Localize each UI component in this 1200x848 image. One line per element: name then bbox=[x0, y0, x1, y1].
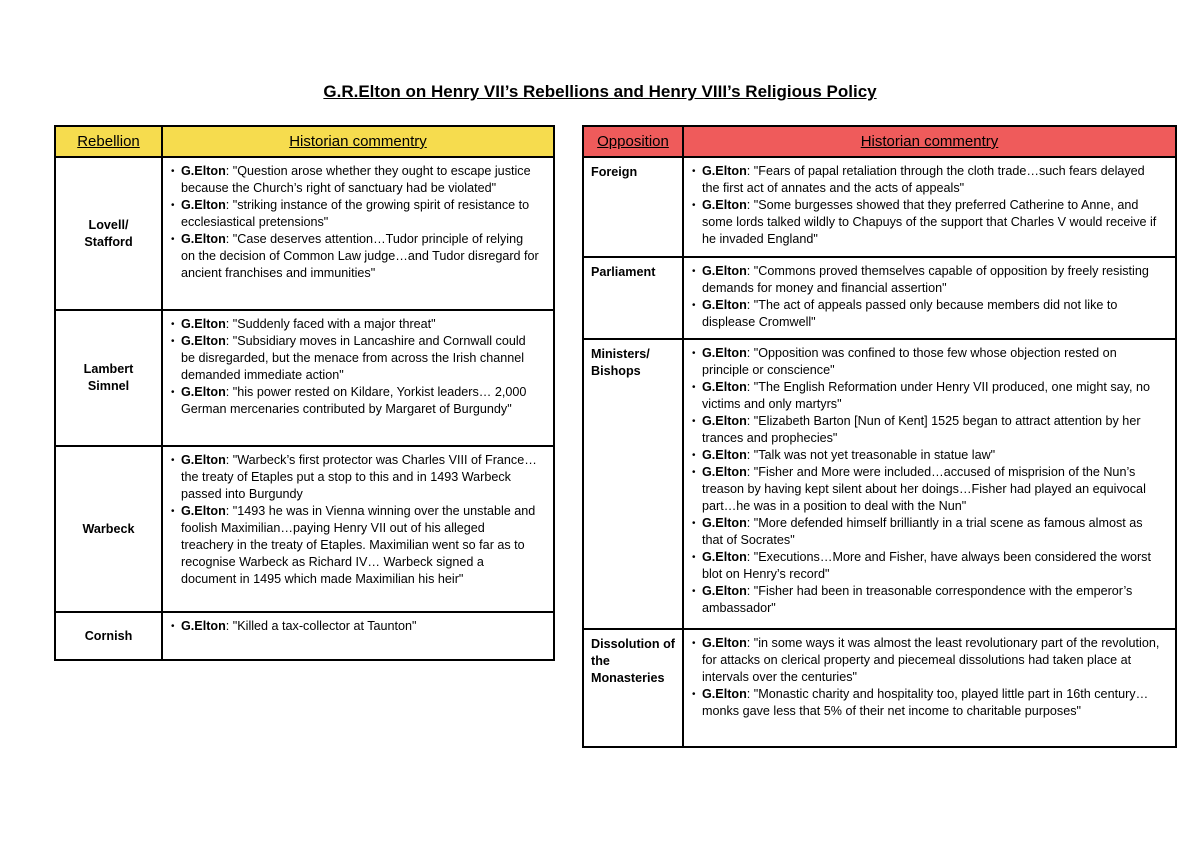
historian-name: G.Elton bbox=[181, 619, 226, 633]
row-label: Ministers/ Bishops bbox=[583, 339, 683, 629]
commentary-cell bbox=[162, 446, 554, 612]
bullet-icon: • bbox=[171, 319, 175, 330]
commentary-list bbox=[171, 618, 539, 635]
commentary-cell bbox=[683, 339, 1176, 629]
row-label: Parliament bbox=[583, 257, 683, 339]
list-item bbox=[692, 379, 1161, 413]
bullet-icon: • bbox=[692, 382, 696, 393]
quote-text: : "Elizabeth Barton [Nun of Kent] 1525 began to attract attention by her trances and prophecies" bbox=[702, 414, 1141, 445]
bullet-icon: • bbox=[692, 586, 696, 597]
header-opposition: Opposition bbox=[583, 126, 683, 157]
bullet-icon: • bbox=[692, 300, 696, 311]
quote-text: : "Killed a tax-collector at Taunton" bbox=[225, 619, 417, 633]
historian-name: G.Elton bbox=[702, 298, 747, 312]
quote-text: : "Warbeck’s first protector was Charles VIII of France…the treaty of Etaples put a stop to this and in 1493 Warbeck passed into Burgundy bbox=[181, 453, 537, 501]
table-row bbox=[55, 157, 554, 310]
list-item bbox=[171, 231, 539, 282]
quote-text: : "Executions…More and Fisher, have always been considered the worst blot on Henry’s record" bbox=[702, 550, 1151, 581]
historian-name: G.Elton bbox=[181, 198, 226, 212]
table-row bbox=[583, 257, 1176, 339]
quote-text: : "Question arose whether they ought to escape justice because the Church’s right of sanctuary had be violated" bbox=[181, 164, 531, 195]
row-label: Lambert Simnel bbox=[55, 310, 162, 446]
bullet-icon: • bbox=[692, 416, 696, 427]
list-item bbox=[171, 333, 539, 384]
bullet-icon: • bbox=[692, 518, 696, 529]
rebellion-table-body bbox=[55, 157, 554, 660]
historian-name: G.Elton bbox=[702, 550, 747, 564]
list-item bbox=[692, 635, 1161, 686]
bullet-icon: • bbox=[692, 348, 696, 359]
commentary-list bbox=[171, 163, 539, 282]
list-item bbox=[692, 163, 1161, 197]
header-rebellion: Rebellion bbox=[55, 126, 162, 157]
quote-text: : "Fisher had been in treasonable correspondence with the emperor’s ambassador" bbox=[702, 584, 1133, 615]
list-item bbox=[692, 549, 1161, 583]
commentary-cell bbox=[683, 629, 1176, 747]
bullet-icon: • bbox=[692, 689, 696, 700]
bullet-icon: • bbox=[171, 455, 175, 466]
quote-text: : "striking instance of the growing spirit of resistance to ecclesiastical pretensions" bbox=[181, 198, 530, 229]
list-item bbox=[171, 384, 539, 418]
commentary-cell bbox=[683, 157, 1176, 257]
table-row bbox=[55, 612, 554, 660]
commentary-list bbox=[692, 345, 1161, 617]
quote-text: : "in some ways it was almost the least revolutionary part of the revolution, for attacks on clerical property and piecemeal dissolutions had taken place at intervals over the centuries" bbox=[702, 636, 1160, 684]
opposition-table-body bbox=[583, 157, 1176, 747]
list-item bbox=[692, 197, 1161, 248]
list-item bbox=[692, 515, 1161, 549]
historian-name: G.Elton bbox=[702, 264, 747, 278]
table-row bbox=[583, 339, 1176, 629]
list-item bbox=[171, 452, 539, 503]
quote-text: : "Some burgesses showed that they preferred Catherine to Anne, and some lords talked wildly to Chapuys of the support that Charles V would receive if he invaded England" bbox=[702, 198, 1157, 246]
quote-text: : "Monastic charity and hospitality too, played little part in 16th century…monks gave less that 5% of their net income to charitable purposes" bbox=[702, 687, 1149, 718]
list-item bbox=[692, 583, 1161, 617]
header-historian-commentry: Historian commentry bbox=[162, 126, 554, 157]
historian-name: G.Elton bbox=[702, 687, 747, 701]
table-row bbox=[583, 629, 1176, 747]
commentary-cell bbox=[162, 157, 554, 310]
list-item bbox=[692, 263, 1161, 297]
rebellion-table bbox=[54, 125, 555, 661]
page-title: G.R.Elton on Henry VII’s Rebellions and Henry VIII’s Religious Policy bbox=[323, 82, 877, 101]
quote-text: : "his power rested on Kildare, Yorkist leaders… 2,000 German mercenaries contributed by Margaret of Burgundy" bbox=[181, 385, 527, 416]
list-item bbox=[692, 464, 1161, 515]
commentary-list bbox=[171, 452, 539, 588]
row-label: Foreign bbox=[583, 157, 683, 257]
commentary-cell bbox=[162, 310, 554, 446]
quote-text: : "Talk was not yet treasonable in statue law" bbox=[746, 448, 996, 462]
quote-text: : "Fears of papal retaliation through the cloth trade…such fears delayed the first act of annates and the acts of appeals" bbox=[702, 164, 1145, 195]
bullet-icon: • bbox=[171, 166, 175, 177]
historian-name: G.Elton bbox=[181, 232, 226, 246]
bullet-icon: • bbox=[692, 450, 696, 461]
opposition-table bbox=[582, 125, 1177, 748]
quote-text: : "Commons proved themselves capable of opposition by freely resisting demands for money and financial assertion" bbox=[702, 264, 1149, 295]
historian-name: G.Elton bbox=[181, 453, 226, 467]
list-item bbox=[692, 686, 1161, 720]
bullet-icon: • bbox=[171, 621, 175, 632]
historian-name: G.Elton bbox=[181, 504, 226, 518]
bullet-icon: • bbox=[171, 200, 175, 211]
historian-name: G.Elton bbox=[702, 516, 747, 530]
historian-name: G.Elton bbox=[702, 636, 747, 650]
historian-name: G.Elton bbox=[702, 346, 747, 360]
table-header-row bbox=[583, 126, 1176, 157]
quote-text: : "Opposition was confined to those few whose objection rested on principle or conscience" bbox=[702, 346, 1117, 377]
list-item bbox=[171, 316, 539, 333]
row-label: Lovell/ Stafford bbox=[55, 157, 162, 310]
list-item bbox=[171, 163, 539, 197]
historian-name: G.Elton bbox=[702, 198, 747, 212]
historian-name: G.Elton bbox=[181, 385, 226, 399]
list-item bbox=[692, 345, 1161, 379]
quote-text: : "More defended himself brilliantly in a trial scene as famous almost as that of Socrates" bbox=[702, 516, 1143, 547]
row-label: Dissolution of the Monasteries bbox=[583, 629, 683, 747]
quote-text: : "Subsidiary moves in Lancashire and Cornwall could be disregarded, but the menace from across the Irish channel demanded immediate action" bbox=[181, 334, 526, 382]
quote-text: : "Case deserves attention…Tudor principle of relying on the decision of Common Law judge…and Tudor disregard for ancient franchises and immunities" bbox=[181, 232, 539, 280]
bullet-icon: • bbox=[171, 336, 175, 347]
bullet-icon: • bbox=[171, 506, 175, 517]
quote-text: : "1493 he was in Vienna winning over the unstable and foolish Maximilian…paying Henry VII out of his alleged treachery in the treaty of Etaples. Maximilian went so far as to recognise Warbeck as Richard IV… Warbeck signed a document in 1495 which made Maximilian his heir" bbox=[181, 504, 536, 586]
commentary-cell bbox=[683, 257, 1176, 339]
bullet-icon: • bbox=[692, 552, 696, 563]
table-row bbox=[583, 157, 1176, 257]
historian-name: G.Elton bbox=[702, 380, 747, 394]
quote-text: : "Suddenly faced with a major threat" bbox=[225, 317, 436, 331]
list-item bbox=[692, 447, 1161, 464]
bullet-icon: • bbox=[692, 166, 696, 177]
list-item bbox=[171, 618, 539, 635]
historian-name: G.Elton bbox=[702, 448, 747, 462]
bullet-icon: • bbox=[692, 200, 696, 211]
row-label: Warbeck bbox=[55, 446, 162, 612]
list-item bbox=[171, 197, 539, 231]
historian-name: G.Elton bbox=[702, 414, 747, 428]
bullet-icon: • bbox=[171, 234, 175, 245]
bullet-icon: • bbox=[692, 266, 696, 277]
historian-name: G.Elton bbox=[181, 164, 226, 178]
row-label: Cornish bbox=[55, 612, 162, 660]
list-item bbox=[692, 413, 1161, 447]
quote-text: : "Fisher and More were included…accused of misprision of the Nun’s treason by having kept silent about her doings…Fisher had played an equivocal part…he was in a position to deal with the Nun" bbox=[702, 465, 1146, 513]
bullet-icon: • bbox=[692, 638, 696, 649]
historian-name: G.Elton bbox=[702, 465, 747, 479]
commentary-list bbox=[692, 163, 1161, 248]
historian-name: G.Elton bbox=[702, 164, 747, 178]
table-row bbox=[55, 446, 554, 612]
historian-name: G.Elton bbox=[181, 317, 226, 331]
historian-name: G.Elton bbox=[181, 334, 226, 348]
quote-text: : "The act of appeals passed only because members did not like to displease Cromwell" bbox=[702, 298, 1118, 329]
historian-name: G.Elton bbox=[702, 584, 747, 598]
table-row bbox=[55, 310, 554, 446]
list-item bbox=[171, 503, 539, 588]
table-header-row bbox=[55, 126, 554, 157]
commentary-list bbox=[692, 635, 1161, 720]
bullet-icon: • bbox=[171, 387, 175, 398]
bullet-icon: • bbox=[692, 467, 696, 478]
commentary-list bbox=[171, 316, 539, 418]
quote-text: : "The English Reformation under Henry VII produced, one might say, no victims and only martyrs" bbox=[702, 380, 1151, 411]
commentary-list bbox=[692, 263, 1161, 331]
header-historian-commentry: Historian commentry bbox=[683, 126, 1176, 157]
list-item bbox=[692, 297, 1161, 331]
commentary-cell bbox=[162, 612, 554, 660]
